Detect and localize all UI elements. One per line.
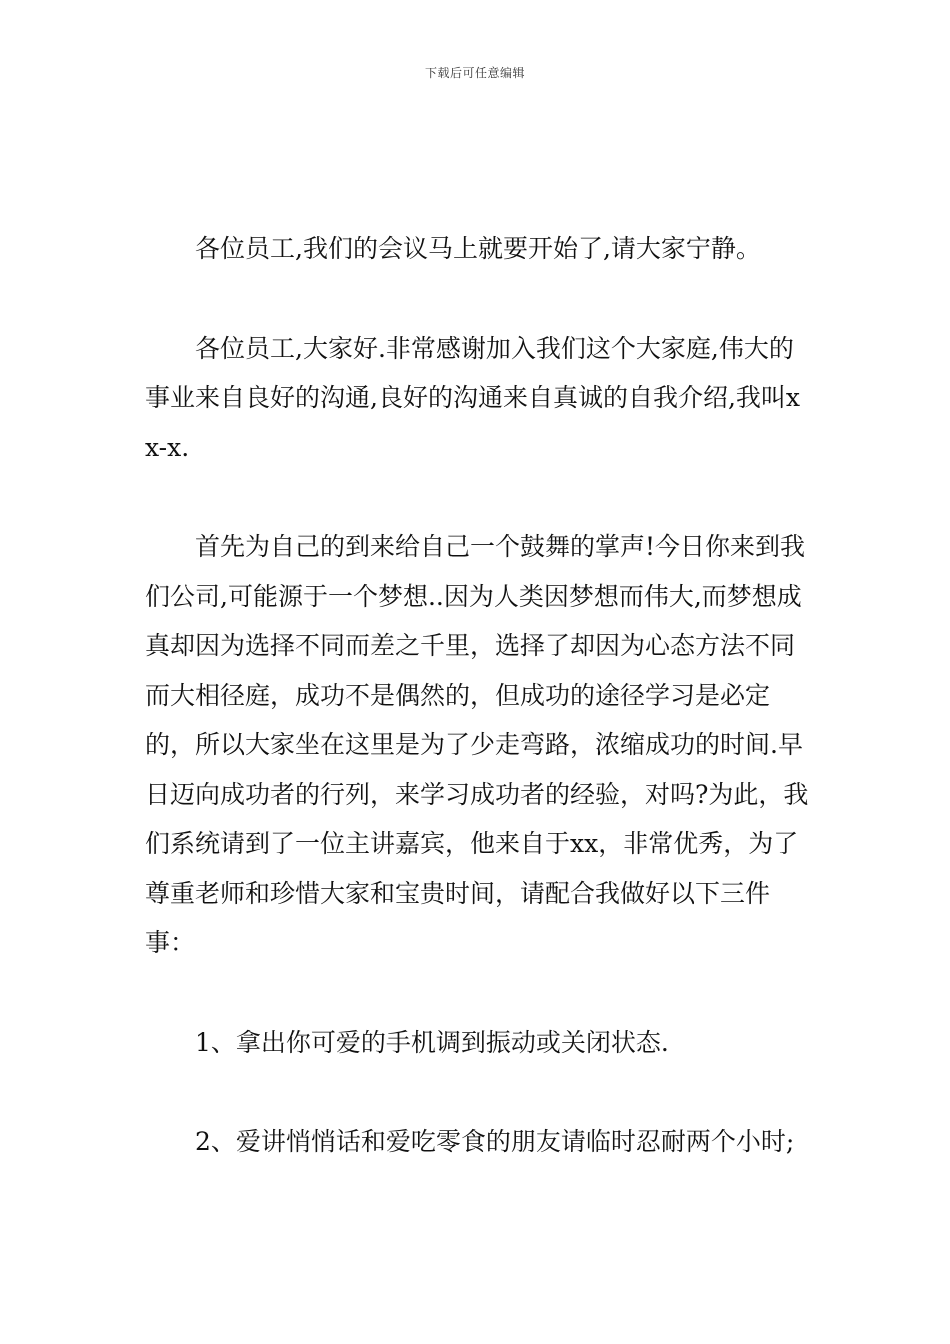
paragraph-spacer xyxy=(145,1067,810,1117)
paragraph-greeting: 各位员工,大家好.非常感谢加入我们这个大家庭,伟大的事业来自良好的沟通,良好的沟通来自真诚的自我介绍,我叫xx-x. xyxy=(145,333,800,462)
list-item-2: 2、爱讲悄悄话和爱吃零食的朋友请临时忍耐两个小时; xyxy=(195,1127,795,1156)
list-item-1: 1、拿出你可爱的手机调到振动或关闭状态. xyxy=(195,1027,669,1057)
paragraph-opening: 各位员工,我们的会议马上就要开始了,请大家宁静。 xyxy=(195,234,761,263)
paragraph-spacer xyxy=(145,274,810,324)
paragraph-spacer xyxy=(145,472,810,522)
page-header-note: 下载后可任意编辑 xyxy=(424,66,525,80)
paragraph-spacer xyxy=(145,968,810,1018)
document-body xyxy=(145,224,810,1167)
paragraph-main: 首先为自己的到来给自己一个鼓舞的掌声!今日你来到我们公司,可能源于一个梦想..因为人类因梦想而伟大,而梦想成真却因为选择不同而差之千里，选择了却因为心态方法不同而大相径庭，成功不是偶然的，但成功的途径学习是必定的，所以大家坐在这里是为了少走弯路，浓缩成功的时间.早日迈向成功者的行列，来学习成功者的经验，对吗?为此，我们系统请到了一位主讲嘉宾，他来自于xx，非常优秀，为了尊重老师和珍惜大家和宝贵时间，请配合我做好以下三件事： xyxy=(145,532,809,957)
